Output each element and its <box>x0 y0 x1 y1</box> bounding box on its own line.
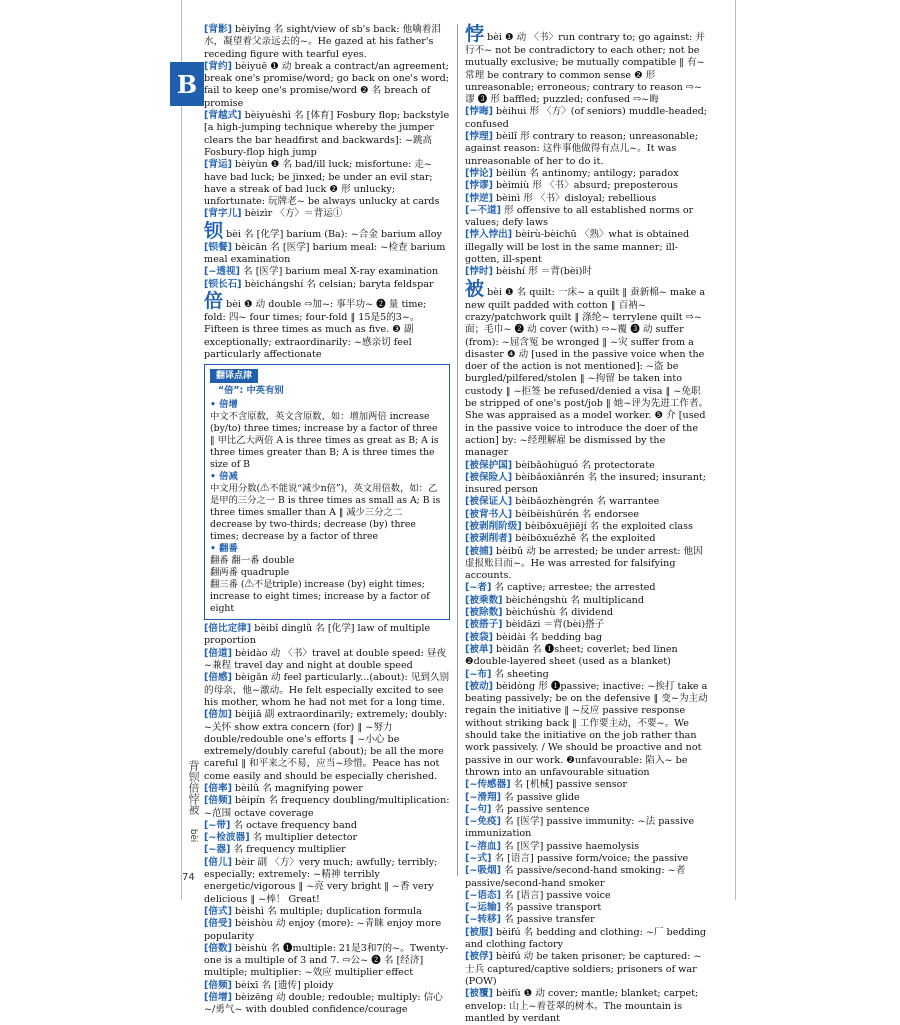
entry-headword: [被动] <box>465 680 493 692</box>
entry-text: [~运输] 名 passive transport <box>465 902 602 914</box>
dictionary-entry <box>465 607 711 619</box>
entry-text: [悖晦] bèihui 形 〈方〉(of seniors) muddle-headed; confused <box>465 106 708 130</box>
entry-text: [被服] bèifú 名 bedding and clothing: ~厂 bedding and clothing factory <box>465 926 707 951</box>
headword-character: 倍 <box>204 289 224 312</box>
entry-headword: [被乘数] <box>465 594 503 606</box>
dictionary-entry <box>204 832 450 844</box>
entry-headword: [被背书人] <box>465 508 513 520</box>
tip-box-line: 中文不含原数，英文含原数，如：增加两倍 increase (by/to) three times; increase by a factor of three ‖ 甲比乙大两倍 A is three times as great as B; A is three times greater than B; A is three times the size of B <box>210 411 439 471</box>
entry-headword: [~句] <box>465 803 492 815</box>
entry-headword: [被剥削者] <box>465 533 513 545</box>
entry-text: bèi ❶ 动 double ⇨加~: 事半功~ ❷ 量 time; fold: 四~ four times; four-fold ‖ 15是5的3~。Fifteen is three times as much as five. ❸ 副 exceptionally; extraordinarily: ~感亲切 feel particularly affectionate <box>204 298 427 360</box>
entry-text: [~检波器] 名 multiplier detector <box>204 832 358 844</box>
entry-text: [倍儿] bèir 副 〈方〉very much; awfully; terribly; especially; extremely: ~精神 terribly energetic/vigorous ‖ ~亮 very bright ‖ ~香 very delicious ‖ ~棒！ Great! <box>204 856 438 905</box>
dictionary-entry <box>465 951 711 988</box>
letter-tab[interactable]: B <box>170 62 204 106</box>
entry-headword: [倍率] <box>204 782 232 794</box>
entry-text: [~传感器] 名 [机械] passive sensor <box>465 779 627 791</box>
side-running-head <box>186 760 200 842</box>
entry-text: [背影] bèiyǐng 名 sight/view of sb's back: 他噙着泪水，凝望着父亲远去的~。He gazed at his father's receding figure with tearful eyes. <box>204 24 441 60</box>
dictionary-entry <box>465 816 711 841</box>
left-margin-line <box>181 0 182 900</box>
dictionary-entry <box>465 669 711 681</box>
entry-headword: [悖时] <box>465 266 493 278</box>
entry-headword: [钡长石] <box>204 278 242 290</box>
dictionary-entry <box>204 943 450 980</box>
entry-headword: [倍道] <box>204 647 232 659</box>
dictionary-entry <box>465 792 711 804</box>
dictionary-entry <box>465 865 711 890</box>
entry-headword: [倍频] <box>204 979 232 991</box>
dictionary-entry <box>465 582 711 594</box>
entry-text: [被覆] bèifù ❶ 动 cover; mantle; blanket; carpet; envelop: 山上~着苍翠的树木。The mountain is mantled by verdant <box>465 988 699 1024</box>
dictionary-entry <box>204 906 450 918</box>
entry-text: [~滑翔] 名 passive glide <box>465 791 580 803</box>
entry-headword: [被袋] <box>465 631 493 643</box>
entry-headword: [悖入悖出] <box>465 229 513 241</box>
entry-headword: [被俘] <box>465 951 493 963</box>
dictionary-entry <box>204 857 450 906</box>
entry-headword: [~器] <box>204 844 231 856</box>
entry-headword: [被保险人] <box>465 471 513 483</box>
dictionary-entry <box>465 24 711 106</box>
entry-headword: [被单] <box>465 643 493 655</box>
entry-headword: [被捕] <box>465 545 493 557</box>
entry-text: [被单] bèidān 名 ❶sheet; coverlet; bed linen ❷double-layered sheet (used as a blanket) <box>465 643 678 668</box>
dictionary-entry <box>204 648 450 673</box>
entry-text: [倍频] bèipín 名 frequency doubling/multiplication: ~范围 octave coverage <box>204 795 450 819</box>
entry-text: [~者] 名 captive; arrestee; the arrested <box>465 582 656 594</box>
dictionary-entry <box>204 623 450 648</box>
dictionary-entry <box>204 61 450 110</box>
right-margin-line <box>735 0 736 900</box>
entry-text: [~吸烟] 名 passive/second-hand smoking: ~者 passive/second-hand smoker <box>465 865 686 889</box>
dictionary-entry <box>465 533 711 545</box>
entry-headword: [倍感] <box>204 672 232 684</box>
dictionary-entry <box>204 159 450 208</box>
column-separator <box>457 24 458 876</box>
entry-headword: [悖论] <box>465 167 493 179</box>
entry-text: [背字儿] bèizìr 〈方〉＝背运① <box>204 208 343 220</box>
dictionary-entry <box>465 193 711 205</box>
headword-character: 钡 <box>204 219 224 242</box>
dictionary-entry <box>465 988 711 1025</box>
dictionary-entry <box>465 205 711 230</box>
translation-tip-box <box>204 364 450 620</box>
entry-headword: [~检波器] <box>204 832 250 844</box>
entry-text: [悖理] bèilǐ 形 contrary to reason; unreasonable; against reason: 这件事他做得有点儿~。It was unreasonable of her to do it. <box>465 131 699 167</box>
dictionary-entry <box>465 914 711 926</box>
entry-headword: [被除数] <box>465 607 503 619</box>
entry-headword: [~者] <box>465 582 492 594</box>
entry-text: [倍加] bèijiā 副 extraordinarily; extremely; doubly: ~关怀 show extra concern (for) ‖ ~努力 double/redouble one's efforts ‖ ~小心 be extremely/doubly careful (about); be all the more careful ‖ 和平来之不易，应当~珍惜。Peace has not come easily and should be especially cherished. <box>204 709 448 782</box>
entry-text: [钡长石] bèichángshí 名 celsian; baryta feldspar <box>204 278 434 290</box>
dictionary-entry <box>465 472 711 497</box>
entry-headword: [~转移] <box>465 914 501 926</box>
dictionary-entry <box>465 279 711 460</box>
tip-box-subtitle: “倍”: 中英有别 <box>218 385 284 397</box>
entry-text: [被保证人] bèibǎozhèngrén 名 warrantee <box>465 496 660 508</box>
entry-text: [被搭子] bèidāzi ＝背(bèi)搭子 <box>465 619 605 631</box>
entry-text: [~句] 名 passive sentence <box>465 803 590 815</box>
entry-headword: [被搭子] <box>465 619 503 631</box>
headword-character: 悖 <box>465 23 485 45</box>
dictionary-entry <box>465 180 711 192</box>
entry-text: [背越式] bèiyuèshì 名 [体育] Fosbury flop; backstyle [a high-jumping technique whereby the jumper clears the bar headfirst and backwards]: ~跳高 Fosbury-flop high jump <box>204 110 450 158</box>
side-pinyin: bèi <box>188 828 198 842</box>
entry-text: [~透视] 名 [医学] barium meal X-ray examination <box>204 266 439 278</box>
tip-box-line: 翻番 翻一番 double <box>210 555 295 567</box>
entry-text: [~语态] 名 [语言] passive voice <box>465 889 611 901</box>
entry-text: [被剥削者] bèibōxuēzhě 名 the exploited <box>465 533 656 545</box>
dictionary-entry <box>204 279 450 291</box>
entry-text: [被俘] bèifú 动 be taken prisoner; be captured: ~士兵 captured/captive soldiers; prisoners of war (POW) <box>465 951 702 987</box>
dictionary-entry <box>204 980 450 992</box>
entry-text: [倍感] bèigǎn 动 feel particularly...(about): 见到久别的母亲，他~激动。He felt especially excited to see his mother, whom he had not met for a long time. <box>204 672 450 708</box>
dictionary-entry <box>204 208 450 220</box>
entry-text: [被乘数] bèichéngshù 名 multiplicand <box>465 594 644 606</box>
dictionary-entry <box>204 24 450 61</box>
dictionary-entry <box>465 546 711 583</box>
entry-headword: [背影] <box>204 24 232 35</box>
dictionary-entry <box>465 890 711 902</box>
dictionary-entry <box>465 106 711 131</box>
entry-headword: [被服] <box>465 926 493 938</box>
tip-box-title: 翻译点津 <box>210 369 258 383</box>
dictionary-entry <box>204 844 450 856</box>
entry-text: [背约] bèiyuē ❶ 动 break a contract/an agreement; break one's promise/word; go back on one's word; fail to keep one's promise/word ❷ 名 breach of promise <box>204 60 450 109</box>
entry-text: [被保护国] bèibǎohùguó 名 protectorate <box>465 459 655 471</box>
entry-headword: [背越式] <box>204 110 242 122</box>
entry-headword: [悖逆] <box>465 192 493 204</box>
dictionary-entry <box>465 266 711 278</box>
entry-text: [钡餐] bèicān 名 [医学] barium meal: ~检查 barium meal examination <box>204 241 446 266</box>
entry-text: [倍式] bèishì 名 multiple; duplication formula <box>204 905 422 917</box>
entry-text: [倍比定律] bèibǐ dìnglǜ 名 [化学] law of multiple proportion <box>204 623 431 647</box>
dictionary-entry <box>465 902 711 914</box>
entry-headword: [~滑翔] <box>465 791 501 803</box>
entry-headword: [~带] <box>204 819 231 831</box>
entry-text: [被剥削阶级] bèibōxuējiējí 名 the exploited class <box>465 520 693 532</box>
entry-text: [悖时] bèishí 形 ＝背(bèi)时 <box>465 266 592 278</box>
entry-text: [~式] 名 [语言] passive form/voice; the passive <box>465 853 689 864</box>
entry-headword: [被覆] <box>465 988 493 1000</box>
entry-headword: [背约] <box>204 60 232 72</box>
entry-text: [~不道] 形 offensive to all established norms or values; defy laws <box>465 204 694 229</box>
entry-headword: [倍儿] <box>204 856 232 868</box>
entry-headword: [~免疫] <box>465 816 501 828</box>
dictionary-entry <box>465 681 711 779</box>
dictionary-entry <box>204 992 450 1017</box>
entry-text: [悖论] bèilùn 名 antinomy; antilogy; paradox <box>465 167 679 179</box>
dictionary-entry <box>204 918 450 943</box>
entry-headword: [~溶血] <box>465 840 501 852</box>
side-label: 背钡倍悖被 <box>187 760 200 815</box>
dictionary-entry <box>204 672 450 709</box>
entry-headword: [~透视] <box>204 266 240 278</box>
entry-text: [被袋] bèidài 名 bedding bag <box>465 631 603 643</box>
entry-text: bèi ❶ 动 〈书〉run contrary to; go against: 并行不~ not be contradictory to each other; not be mutually exclusive; be mutually compatible ‖ 有~常理 be contrary to common sense ❷ 形 unreasonable; erroneous; contrary to reason ⇨~谬 ❸ 形 baffled; puzzled; confused ⇨~晦 <box>465 32 705 106</box>
entry-text: [被保险人] bèibǎoxiǎnrén 名 the insured; insurant; insured person <box>465 471 706 496</box>
entry-headword: [悖理] <box>465 131 493 143</box>
entry-headword: [~式] <box>465 853 492 864</box>
dictionary-entry <box>465 804 711 816</box>
dictionary-entry <box>465 595 711 607</box>
tip-box-line: 翻两番 quadruple <box>210 567 290 579</box>
entry-text: [~免疫] 名 [医学] passive immunity: ~法 passive immunization <box>465 816 695 840</box>
dictionary-entry <box>465 509 711 521</box>
entry-headword: [背运] <box>204 159 232 171</box>
tip-box-line: 中文用分数(⚠不能说“减少n倍”)，英文用倍数，如：乙是甲的三分之一 B is three times as small as A; B is three times smaller than A ‖ 减少三分之二 decrease by two-thirds; decrease (by) three times; decrease by a factor of three <box>210 483 441 543</box>
entry-headword: [~布] <box>465 668 492 680</box>
entry-text: [被动] bèidòng 形 ❶passive; inactive: ~挨打 take a beating passively; be on the defensive ‖ 变~为主动 regain the initiative ‖ ~反应 passive response without striking back ‖ 工作要主动，不要~。We should take the initiative on the job rather than work passively. / We should be proactive and not passive in our work. ❷unfavourable: 陷入~ be thrown into an unfavourable situation <box>465 680 708 778</box>
dictionary-entry <box>204 110 450 159</box>
entry-text: [~器] 名 frequency multiplier <box>204 844 346 856</box>
entry-text: [被捕] bèibǔ 动 be arrested; be under arrest: 他因虚报账目而~。He was arrested for falsifying accounts. <box>465 545 703 582</box>
left-column <box>204 24 450 1017</box>
dictionary-entry <box>465 632 711 644</box>
tip-box-line: 翻三番 (⚠不是triple) increase (by) eight times; increase to eight times; increase by a factor of eight <box>210 579 430 615</box>
dictionary-entry <box>465 927 711 952</box>
dictionary-entry <box>465 779 711 791</box>
entry-text: [倍受] bèishòu 动 enjoy (more): ~青睐 enjoy more popularity <box>204 918 442 942</box>
tip-box-line: • 倍增 <box>210 399 238 411</box>
entry-headword: [倍比定律] <box>204 623 252 635</box>
dictionary-entry <box>465 460 711 472</box>
entry-text: [倍频] bèixī 名 [遗传] ploidy <box>204 979 334 991</box>
entry-text: bèi 名 [化学] barium (Ba): ~合金 barium alloy <box>226 228 442 240</box>
entry-text: [~带] 名 octave frequency band <box>204 819 357 831</box>
entry-text: [悖谬] bèimiù 形 〈书〉absurd; preposterous <box>465 180 678 192</box>
entry-text: [背运] bèiyùn ❶ 名 bad/ill luck; misfortune: 走~ have bad luck; be jinxed; be under an evil star; have a streak of bad luck ❷ 形 unlucky; unfortunate: 玩牌老~ be always unlucky at cards <box>204 159 440 208</box>
entry-text: [~布] 名 sheeting <box>465 668 549 680</box>
entry-text: [被除数] bèichúshù 名 dividend <box>465 607 614 619</box>
entry-headword: [钡餐] <box>204 241 232 253</box>
page-number: 74 <box>182 872 195 883</box>
entry-headword: [倍加] <box>204 709 232 721</box>
dictionary-entry <box>204 221 450 242</box>
dictionary-entry <box>204 795 450 820</box>
dictionary-entry <box>465 644 711 669</box>
entry-headword: [倍频] <box>204 795 232 807</box>
entry-headword: [~不道] <box>465 204 501 216</box>
dictionary-entry <box>204 820 450 832</box>
headword-character: 被 <box>465 277 485 300</box>
entry-text: [倍道] bèidào 动 〈书〉travel at double speed: 昼夜~兼程 travel day and night at double speed <box>204 647 447 672</box>
entry-text: bèi ❶ 名 quilt: 一床~ a quilt ‖ 蚕新棉~ make a new quilt padded with cotton ‖ 百衲~ crazy/patchwork quilt ‖ 涤纶~ terrylene quilt ⇨~面；毛巾~ ❷ 动 cover (with) ⇨~覆 ❸ 动 suffer (from): ~屈含冤 be wronged ‖ ~灾 suffer from a disaster ❹ 动 [used in the passive voice when the doer of the action is not mentioned]: ~盗 be burgled/pilfered/stolen ‖ ~拘留 be taken into custody ‖ ~拒签 be refused/denied a visa ‖ ~免职 be stripped of one's post/job ‖ 她~评为先进工作者。She was appraised as a model worker. ❺ 介 [used in the passive voice to introduce the doer of the action] by: ~经理解雇 be dismissed by the manager <box>465 286 709 459</box>
entry-headword: [悖谬] <box>465 180 493 192</box>
entry-headword: [~语态] <box>465 889 501 901</box>
tip-box-line: • 倍减 <box>210 471 238 483</box>
entry-headword: [被保证人] <box>465 496 513 508</box>
dictionary-entry <box>465 496 711 508</box>
entry-headword: [被剥削阶级] <box>465 520 522 532</box>
dictionary-entry <box>465 131 711 168</box>
dictionary-entry <box>465 853 711 865</box>
tip-box-line: • 翻番 <box>210 543 238 555</box>
dictionary-entry <box>465 619 711 631</box>
entry-headword: [悖晦] <box>465 106 493 118</box>
dictionary-entry <box>204 266 450 278</box>
dictionary-entry <box>465 841 711 853</box>
entry-text: [被背书人] bèibèishūrén 名 endorsee <box>465 508 640 520</box>
entry-headword: [被保护国] <box>465 459 513 471</box>
dictionary-entry <box>465 521 711 533</box>
entry-headword: [倍受] <box>204 918 232 930</box>
dictionary-entry <box>465 229 711 266</box>
entry-text: [倍率] bèilǜ 名 magnifying power <box>204 782 363 794</box>
entry-text: [倍增] bèizēng 动 double; redouble; multiply: 信心~/勇气~ with doubled confidence/courage <box>204 992 443 1016</box>
entry-headword: [~传感器] <box>465 779 511 791</box>
entry-text: [悖逆] bèinì 形 〈书〉disloyal; rebellious <box>465 192 657 204</box>
entry-headword: [背字儿] <box>204 208 242 220</box>
entry-text: [倍数] bèishù 名 ❶multiple: 21是3和7的~。Twenty-one is a multiple of 3 and 7. ⇨公~ ❷ 名 [经济] multiple; multiplier: ~效应 multiplier effect <box>204 942 449 979</box>
entry-headword: [~吸烟] <box>465 865 501 877</box>
entry-headword: [~运输] <box>465 902 501 914</box>
entry-headword: [倍增] <box>204 992 232 1004</box>
entry-headword: [倍式] <box>204 905 232 917</box>
entry-text: [~转移] 名 passive transfer <box>465 914 595 926</box>
dictionary-entry <box>204 291 450 361</box>
dictionary-entry <box>204 783 450 795</box>
right-column <box>465 24 711 1025</box>
entry-headword: [倍数] <box>204 942 232 954</box>
dictionary-entry <box>204 242 450 267</box>
dictionary-entry <box>465 168 711 180</box>
entry-text: [~溶血] 名 [医学] passive haemolysis <box>465 840 640 852</box>
dictionary-entry <box>204 709 450 783</box>
entry-text: [悖入悖出] bèirù-bèichū 〈熟〉what is obtained illegally will be lost in the same manner; ill-gotten, ill-spent <box>465 229 690 266</box>
